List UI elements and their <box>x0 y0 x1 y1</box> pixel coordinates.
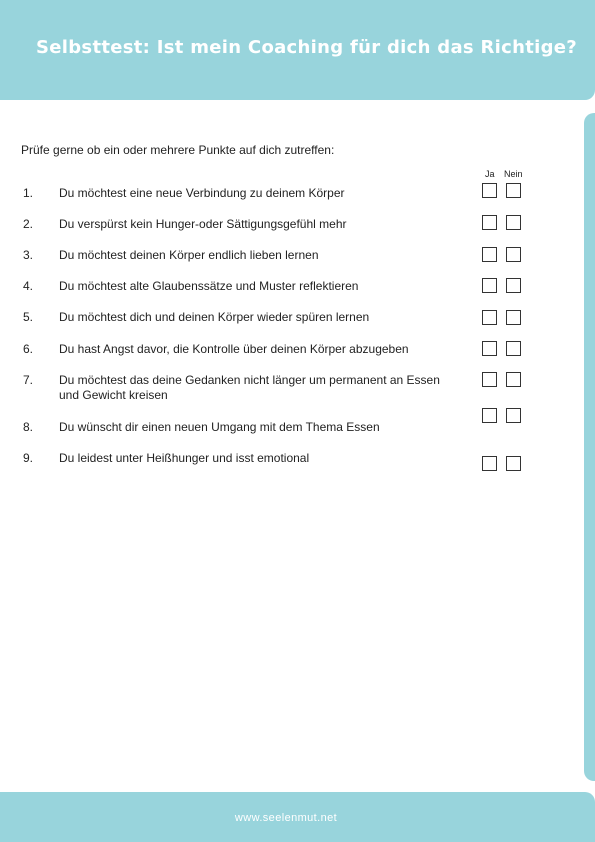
item-number: 2. <box>23 217 34 231</box>
header-banner <box>0 0 595 100</box>
item-number: 4. <box>23 279 34 293</box>
item-number: 3. <box>23 248 34 262</box>
item-text: Du möchtest alte Glaubenssätze und Muster reflektieren <box>59 279 359 293</box>
yes-checkbox[interactable] <box>482 372 497 387</box>
item-number: 9. <box>23 451 34 465</box>
no-checkbox[interactable] <box>506 215 521 230</box>
yes-checkbox[interactable] <box>482 310 497 325</box>
no-checkbox[interactable] <box>506 372 521 387</box>
no-checkbox[interactable] <box>506 183 521 198</box>
side-accent-bar <box>584 113 595 781</box>
item-text: Du möchtest dich und deinen Körper wieder spüren lernen <box>59 310 370 324</box>
yes-checkbox[interactable] <box>482 278 497 293</box>
column-header-no: Nein <box>504 169 523 179</box>
yes-checkbox[interactable] <box>482 456 497 471</box>
item-number: 7. <box>23 373 34 387</box>
no-checkbox[interactable] <box>506 247 521 262</box>
page-title: Selbsttest: Ist mein Coaching für dich das Richtige? <box>36 37 578 58</box>
item-text: Du möchtest deinen Körper endlich lieben lernen <box>59 248 319 262</box>
item-number: 8. <box>23 420 34 434</box>
item-text: Du wünscht dir einen neuen Umgang mit dem Thema Essen <box>59 420 380 434</box>
yes-checkbox[interactable] <box>482 215 497 230</box>
item-text: Du leidest unter Heißhunger und isst emotional <box>59 451 310 465</box>
footer-url[interactable]: www.seelenmut.net <box>234 812 338 824</box>
no-checkbox[interactable] <box>506 278 521 293</box>
item-text: Du möchtest das deine Gedanken nicht länger um permanent an Essen und Gewicht kreisen <box>59 373 440 402</box>
yes-checkbox[interactable] <box>482 408 497 423</box>
item-number: 5. <box>23 310 34 324</box>
item-number: 1. <box>23 186 34 200</box>
item-number: 6. <box>23 342 34 356</box>
item-text: Du hast Angst davor, die Kontrolle über deinen Körper abzugeben <box>59 342 409 356</box>
no-checkbox[interactable] <box>506 310 521 325</box>
no-checkbox[interactable] <box>506 456 521 471</box>
yes-checkbox[interactable] <box>482 341 497 356</box>
yes-checkbox[interactable] <box>482 247 497 262</box>
intro-text: Prüfe gerne ob ein oder mehrere Punkte auf dich zutreffen: <box>21 143 335 157</box>
footer-banner <box>0 792 595 842</box>
no-checkbox[interactable] <box>506 408 521 423</box>
item-text: Du möchtest eine neue Verbindung zu deinem Körper <box>59 186 345 200</box>
yes-checkbox[interactable] <box>482 183 497 198</box>
no-checkbox[interactable] <box>506 341 521 356</box>
item-text: Du verspürst kein Hunger-oder Sättigungsgefühl mehr <box>59 217 347 231</box>
column-header-yes: Ja <box>485 169 495 179</box>
